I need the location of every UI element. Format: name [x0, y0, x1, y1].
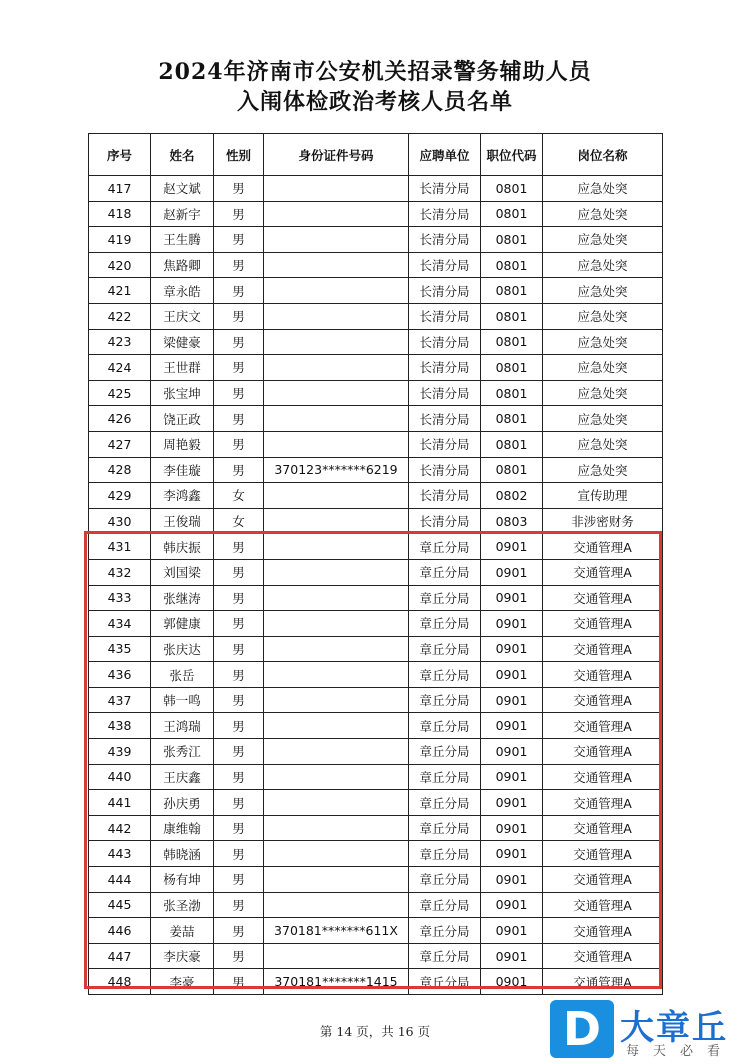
cell-position-code: 0801 — [481, 176, 543, 202]
table-row — [89, 483, 663, 509]
cell-index: 448 — [89, 969, 151, 995]
cell-position-name: 交通管理A — [543, 534, 663, 560]
cell-position-code: 0901 — [481, 918, 543, 944]
cell-index: 440 — [89, 764, 151, 790]
cell-id-number — [264, 508, 409, 534]
cell-position-code: 0901 — [481, 713, 543, 739]
cell-index: 435 — [89, 636, 151, 662]
cell-name: 焦路卿 — [151, 252, 214, 278]
table-row — [89, 611, 663, 637]
cell-name: 王鸿瑞 — [151, 713, 214, 739]
cell-position-code: 0901 — [481, 687, 543, 713]
cell-id-number — [264, 534, 409, 560]
cell-unit: 长清分局 — [409, 483, 481, 509]
cell-position-code: 0901 — [481, 969, 543, 995]
cell-gender: 男 — [214, 585, 264, 611]
cell-unit: 长清分局 — [409, 457, 481, 483]
table-row — [89, 764, 663, 790]
cell-unit: 长清分局 — [409, 406, 481, 432]
column-header: 性别 — [214, 134, 264, 176]
cell-gender: 男 — [214, 611, 264, 637]
cell-index: 437 — [89, 687, 151, 713]
cell-unit: 章丘分局 — [409, 739, 481, 765]
cell-index: 436 — [89, 662, 151, 688]
cell-name: 李鸿鑫 — [151, 483, 214, 509]
cell-gender: 男 — [214, 764, 264, 790]
cell-name: 周艳毅 — [151, 431, 214, 457]
cell-position-name: 交通管理A — [543, 662, 663, 688]
cell-unit: 章丘分局 — [409, 559, 481, 585]
cell-position-code: 0803 — [481, 508, 543, 534]
table-row — [89, 815, 663, 841]
column-header: 岗位名称 — [543, 134, 663, 176]
cell-gender: 男 — [214, 713, 264, 739]
cell-position-name: 交通管理A — [543, 918, 663, 944]
table-row — [89, 713, 663, 739]
cell-id-number — [264, 687, 409, 713]
cell-position-code: 0901 — [481, 892, 543, 918]
cell-index: 427 — [89, 431, 151, 457]
cell-gender: 男 — [214, 303, 264, 329]
cell-unit: 章丘分局 — [409, 585, 481, 611]
cell-gender: 男 — [214, 278, 264, 304]
page-footer: 第 14 页，共 16 页 — [319, 1024, 431, 1039]
cell-unit: 长清分局 — [409, 176, 481, 202]
cell-position-name: 交通管理A — [543, 559, 663, 585]
cell-id-number — [264, 303, 409, 329]
cell-gender: 男 — [214, 892, 264, 918]
cell-position-name: 交通管理A — [543, 790, 663, 816]
cell-position-name: 非涉密财务 — [543, 508, 663, 534]
table-row — [89, 943, 663, 969]
cell-index: 420 — [89, 252, 151, 278]
cell-gender: 男 — [214, 380, 264, 406]
cell-gender: 男 — [214, 841, 264, 867]
column-header: 应聘单位 — [409, 134, 481, 176]
table-row — [89, 176, 663, 202]
cell-position-code: 0801 — [481, 227, 543, 253]
cell-index: 423 — [89, 329, 151, 355]
cell-position-name: 应急处突 — [543, 201, 663, 227]
cell-id-number — [264, 662, 409, 688]
cell-name: 赵新宇 — [151, 201, 214, 227]
cell-position-code: 0802 — [481, 483, 543, 509]
cell-position-code: 0901 — [481, 636, 543, 662]
cell-unit: 章丘分局 — [409, 867, 481, 893]
column-header: 序号 — [89, 134, 151, 176]
cell-id-number — [264, 841, 409, 867]
cell-name: 王俊瑞 — [151, 508, 214, 534]
cell-id-number — [264, 252, 409, 278]
cell-gender: 男 — [214, 636, 264, 662]
cell-position-name: 交通管理A — [543, 867, 663, 893]
cell-name: 康维翰 — [151, 815, 214, 841]
cell-index: 426 — [89, 406, 151, 432]
cell-gender: 男 — [214, 176, 264, 202]
cell-position-code: 0901 — [481, 790, 543, 816]
cell-index: 432 — [89, 559, 151, 585]
cell-name: 韩晓涵 — [151, 841, 214, 867]
cell-position-code: 0801 — [481, 201, 543, 227]
cell-position-code: 0901 — [481, 815, 543, 841]
cell-id-number — [264, 585, 409, 611]
cell-id-number — [264, 636, 409, 662]
cell-gender: 男 — [214, 252, 264, 278]
cell-id-number — [264, 559, 409, 585]
table-row — [89, 252, 663, 278]
personnel-table — [88, 133, 663, 995]
cell-gender: 男 — [214, 867, 264, 893]
cell-position-name: 交通管理A — [543, 585, 663, 611]
cell-index: 421 — [89, 278, 151, 304]
cell-index: 424 — [89, 355, 151, 381]
cell-name: 张庆达 — [151, 636, 214, 662]
cell-unit: 章丘分局 — [409, 687, 481, 713]
cell-unit: 长清分局 — [409, 329, 481, 355]
table-row — [89, 534, 663, 560]
cell-position-name: 应急处突 — [543, 329, 663, 355]
table-row — [89, 431, 663, 457]
cell-name: 王世群 — [151, 355, 214, 381]
cell-position-name: 交通管理A — [543, 943, 663, 969]
cell-gender: 女 — [214, 483, 264, 509]
cell-gender: 男 — [214, 969, 264, 995]
cell-id-number — [264, 227, 409, 253]
cell-name: 孙庆勇 — [151, 790, 214, 816]
cell-name: 杨有坤 — [151, 867, 214, 893]
cell-id-number — [264, 764, 409, 790]
table-row — [89, 329, 663, 355]
column-header: 职位代码 — [481, 134, 543, 176]
cell-position-name: 交通管理A — [543, 713, 663, 739]
cell-id-number — [264, 355, 409, 381]
cell-gender: 男 — [214, 943, 264, 969]
cell-index: 419 — [89, 227, 151, 253]
column-header: 身份证件号码 — [264, 134, 409, 176]
cell-position-name: 交通管理A — [543, 611, 663, 637]
cell-position-name: 交通管理A — [543, 636, 663, 662]
cell-position-name: 应急处突 — [543, 278, 663, 304]
cell-position-code: 0801 — [481, 329, 543, 355]
cell-name: 王庆文 — [151, 303, 214, 329]
cell-index: 429 — [89, 483, 151, 509]
cell-gender: 男 — [214, 329, 264, 355]
cell-unit: 章丘分局 — [409, 636, 481, 662]
cell-index: 425 — [89, 380, 151, 406]
cell-id-number — [264, 431, 409, 457]
cell-index: 443 — [89, 841, 151, 867]
watermark-logo — [548, 992, 750, 1064]
table-row — [89, 355, 663, 381]
cell-unit: 章丘分局 — [409, 611, 481, 637]
cell-index: 434 — [89, 611, 151, 637]
cell-name: 章永皓 — [151, 278, 214, 304]
table-row — [89, 790, 663, 816]
cell-name: 张岳 — [151, 662, 214, 688]
cell-position-name: 应急处突 — [543, 406, 663, 432]
cell-position-name: 应急处突 — [543, 176, 663, 202]
cell-position-code: 0901 — [481, 611, 543, 637]
cell-index: 445 — [89, 892, 151, 918]
cell-unit: 章丘分局 — [409, 534, 481, 560]
cell-unit: 章丘分局 — [409, 943, 481, 969]
cell-position-code: 0901 — [481, 739, 543, 765]
document-title-line1: 2024年济南市公安机关招录警务辅助人员 — [158, 59, 592, 85]
logo-name: 大章丘 — [620, 1008, 728, 1048]
cell-gender: 男 — [214, 559, 264, 585]
cell-index: 417 — [89, 176, 151, 202]
cell-gender: 男 — [214, 457, 264, 483]
cell-unit: 章丘分局 — [409, 815, 481, 841]
cell-name: 张继涛 — [151, 585, 214, 611]
cell-name: 梁健豪 — [151, 329, 214, 355]
cell-id-number: 370181*******1415 — [264, 969, 409, 995]
logo-slogan: 每天必看 — [626, 1044, 735, 1059]
cell-position-name: 应急处突 — [543, 431, 663, 457]
cell-position-code: 0901 — [481, 534, 543, 560]
cell-position-name: 交通管理A — [543, 687, 663, 713]
table-row — [89, 636, 663, 662]
column-header: 姓名 — [151, 134, 214, 176]
cell-gender: 男 — [214, 815, 264, 841]
cell-unit: 长清分局 — [409, 227, 481, 253]
cell-position-code: 0901 — [481, 841, 543, 867]
logo-d-icon: D — [550, 1000, 614, 1058]
cell-name: 韩一鸣 — [151, 687, 214, 713]
cell-index: 441 — [89, 790, 151, 816]
cell-id-number — [264, 406, 409, 432]
cell-position-name: 应急处突 — [543, 303, 663, 329]
cell-position-name: 应急处突 — [543, 380, 663, 406]
cell-position-code: 0801 — [481, 303, 543, 329]
cell-id-number: 370123*******6219 — [264, 457, 409, 483]
table-body — [89, 176, 663, 995]
table-row — [89, 867, 663, 893]
cell-index: 444 — [89, 867, 151, 893]
table-row — [89, 662, 663, 688]
cell-position-name: 应急处突 — [543, 252, 663, 278]
cell-gender: 男 — [214, 790, 264, 816]
cell-position-code: 0901 — [481, 585, 543, 611]
cell-position-code: 0901 — [481, 867, 543, 893]
cell-position-code: 0801 — [481, 278, 543, 304]
cell-unit: 章丘分局 — [409, 918, 481, 944]
cell-name: 张秀江 — [151, 739, 214, 765]
table-row — [89, 406, 663, 432]
cell-position-name: 应急处突 — [543, 457, 663, 483]
cell-position-name: 交通管理A — [543, 841, 663, 867]
cell-index: 447 — [89, 943, 151, 969]
table-row — [89, 892, 663, 918]
table-row — [89, 380, 663, 406]
cell-index: 446 — [89, 918, 151, 944]
cell-gender: 男 — [214, 918, 264, 944]
cell-id-number — [264, 790, 409, 816]
cell-unit: 章丘分局 — [409, 713, 481, 739]
cell-id-number — [264, 329, 409, 355]
cell-name: 李佳璇 — [151, 457, 214, 483]
cell-gender: 男 — [214, 534, 264, 560]
cell-id-number — [264, 483, 409, 509]
cell-position-name: 交通管理A — [543, 739, 663, 765]
document-title-line2: 入闱体检政治考核人员名单 — [236, 89, 513, 115]
cell-id-number — [264, 943, 409, 969]
cell-id-number — [264, 739, 409, 765]
cell-index: 439 — [89, 739, 151, 765]
cell-id-number — [264, 867, 409, 893]
cell-name: 姜喆 — [151, 918, 214, 944]
cell-position-name: 交通管理A — [543, 969, 663, 995]
cell-unit: 长清分局 — [409, 303, 481, 329]
cell-unit: 章丘分局 — [409, 892, 481, 918]
cell-unit: 长清分局 — [409, 380, 481, 406]
table-row — [89, 278, 663, 304]
cell-id-number — [264, 892, 409, 918]
cell-gender: 男 — [214, 431, 264, 457]
cell-name: 王生腾 — [151, 227, 214, 253]
cell-gender: 男 — [214, 406, 264, 432]
cell-gender: 男 — [214, 355, 264, 381]
cell-position-code: 0801 — [481, 457, 543, 483]
cell-name: 郭健康 — [151, 611, 214, 637]
cell-position-code: 0801 — [481, 252, 543, 278]
cell-unit: 章丘分局 — [409, 969, 481, 995]
table-row — [89, 739, 663, 765]
table-row — [89, 585, 663, 611]
table-header-row — [89, 134, 663, 176]
cell-unit: 章丘分局 — [409, 790, 481, 816]
cell-position-code: 0801 — [481, 431, 543, 457]
cell-position-code: 0801 — [481, 355, 543, 381]
table-row — [89, 457, 663, 483]
cell-index: 418 — [89, 201, 151, 227]
cell-position-code: 0901 — [481, 559, 543, 585]
table-row — [89, 969, 663, 995]
cell-position-code: 0901 — [481, 764, 543, 790]
table-row — [89, 303, 663, 329]
cell-gender: 男 — [214, 227, 264, 253]
cell-index: 442 — [89, 815, 151, 841]
cell-position-name: 交通管理A — [543, 764, 663, 790]
cell-unit: 长清分局 — [409, 508, 481, 534]
cell-name: 刘国梁 — [151, 559, 214, 585]
cell-gender: 男 — [214, 687, 264, 713]
cell-index: 430 — [89, 508, 151, 534]
cell-position-code: 0801 — [481, 406, 543, 432]
cell-gender: 女 — [214, 508, 264, 534]
cell-position-code: 0901 — [481, 662, 543, 688]
cell-position-code: 0901 — [481, 943, 543, 969]
cell-position-name: 交通管理A — [543, 815, 663, 841]
cell-name: 饶正政 — [151, 406, 214, 432]
cell-name: 张圣渤 — [151, 892, 214, 918]
table-row — [89, 227, 663, 253]
cell-index: 431 — [89, 534, 151, 560]
cell-gender: 男 — [214, 201, 264, 227]
cell-id-number — [264, 201, 409, 227]
cell-position-name: 应急处突 — [543, 355, 663, 381]
cell-gender: 男 — [214, 662, 264, 688]
table-row — [89, 687, 663, 713]
cell-name: 李豪 — [151, 969, 214, 995]
cell-position-code: 0801 — [481, 380, 543, 406]
cell-index: 428 — [89, 457, 151, 483]
cell-unit: 章丘分局 — [409, 662, 481, 688]
cell-position-name: 交通管理A — [543, 892, 663, 918]
table-row — [89, 508, 663, 534]
cell-id-number — [264, 176, 409, 202]
cell-name: 王庆鑫 — [151, 764, 214, 790]
cell-unit: 长清分局 — [409, 278, 481, 304]
cell-unit: 章丘分局 — [409, 841, 481, 867]
table-row — [89, 559, 663, 585]
cell-name: 赵文斌 — [151, 176, 214, 202]
cell-index: 438 — [89, 713, 151, 739]
cell-id-number — [264, 713, 409, 739]
cell-id-number — [264, 380, 409, 406]
cell-gender: 男 — [214, 739, 264, 765]
cell-id-number — [264, 611, 409, 637]
cell-name: 韩庆振 — [151, 534, 214, 560]
cell-position-name: 宣传助理 — [543, 483, 663, 509]
cell-unit: 长清分局 — [409, 431, 481, 457]
table-row — [89, 841, 663, 867]
cell-position-name: 应急处突 — [543, 227, 663, 253]
cell-unit: 长清分局 — [409, 355, 481, 381]
cell-name: 李庆豪 — [151, 943, 214, 969]
cell-index: 422 — [89, 303, 151, 329]
cell-id-number: 370181*******611X — [264, 918, 409, 944]
table-row — [89, 918, 663, 944]
cell-id-number — [264, 278, 409, 304]
cell-unit: 长清分局 — [409, 252, 481, 278]
table-row — [89, 201, 663, 227]
cell-unit: 长清分局 — [409, 201, 481, 227]
cell-name: 张宝坤 — [151, 380, 214, 406]
cell-id-number — [264, 815, 409, 841]
cell-index: 433 — [89, 585, 151, 611]
cell-unit: 章丘分局 — [409, 764, 481, 790]
